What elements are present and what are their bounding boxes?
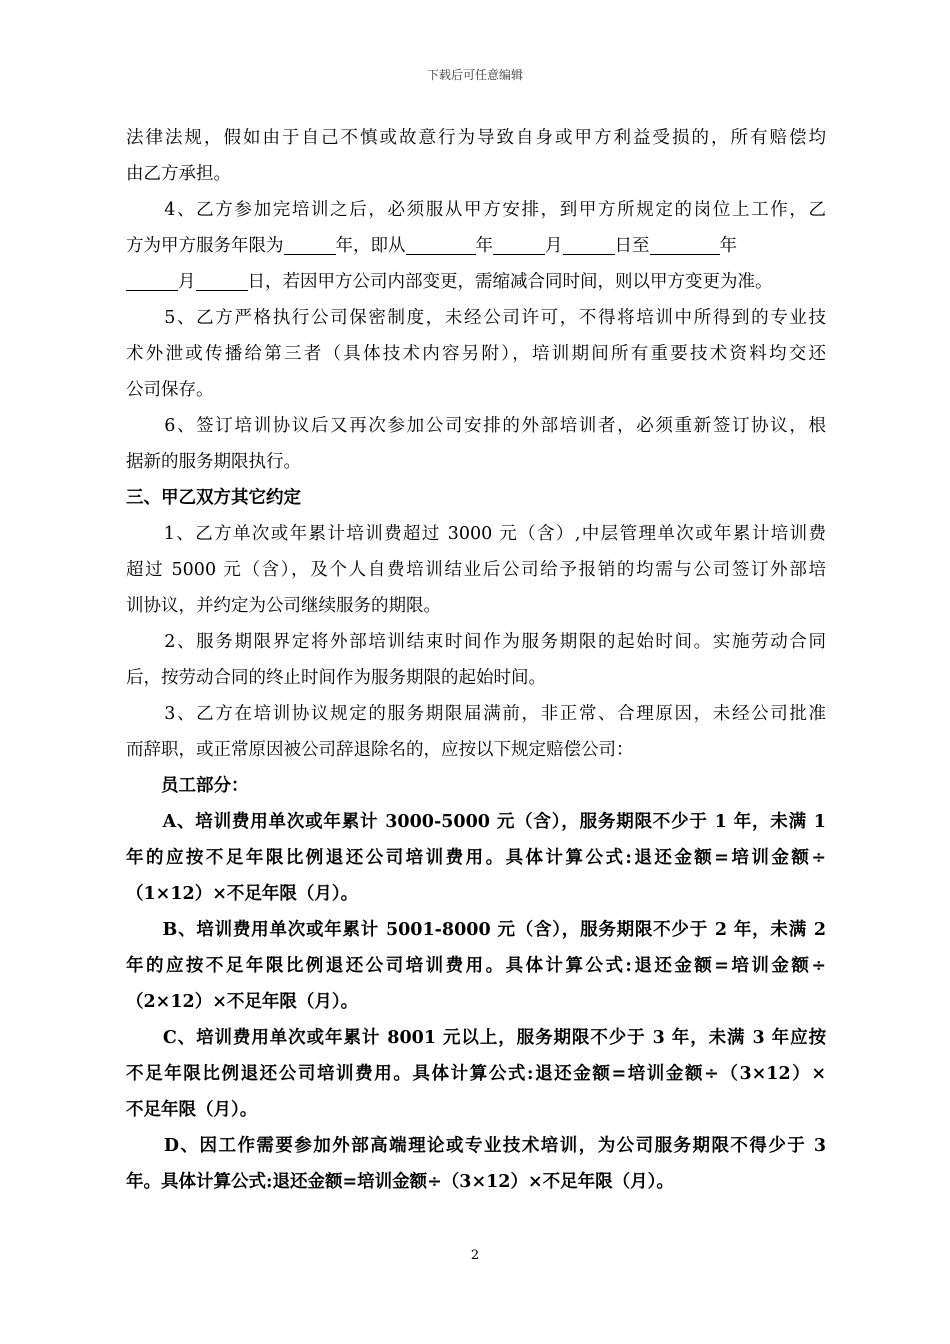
section-heading: 三、甲乙双方其它约定: [126, 488, 301, 508]
text-segment: 年: [475, 236, 493, 256]
paragraph-line: 训协议，并约定为公司继续服务的期限。: [126, 596, 441, 616]
paragraph-line: D、因工作需要参加外部高端理论或专业技术培训，为公司服务期限不得少于 3: [126, 1136, 826, 1156]
paragraph-line: 不足年限比例退还公司培训费用。具体计算公式:退还金额=培训金额÷（3×12）×: [126, 1064, 826, 1084]
paragraph-line: 公司保存。: [126, 380, 214, 400]
text-segment: 年，即从: [335, 236, 406, 256]
paragraph-line: 法律法规，假如由于自己不慎或故意行为导致自身或甲方利益受损的，所有赔偿均: [126, 128, 826, 148]
paragraph-line: 据新的服务期限执行。: [126, 452, 301, 472]
paragraph-line: 不足年限（月）。: [126, 1100, 258, 1120]
paragraph-line: 后，按劳动合同的终止时间作为服务期限的起始时间。: [126, 668, 546, 688]
paragraph-line: 4、乙方参加完培训之后，必须服从甲方安排，到甲方所规定的岗位上工作，乙: [126, 200, 826, 220]
fill-blank-end-year[interactable]: [650, 232, 720, 255]
text-segment: 月: [178, 272, 196, 292]
fill-blank-end-day[interactable]: [196, 268, 248, 291]
text-segment: 日至: [614, 236, 650, 256]
subsection-heading: 员工部分：: [126, 776, 249, 796]
text-segment: 月: [545, 236, 563, 256]
page-number: 2: [470, 1248, 480, 1263]
paragraph-line: 2、服务期限界定将外部培训结束时间作为服务期限的起始时间。实施劳动合同: [126, 632, 826, 652]
paragraph-line: （1×12）×不足年限（月）。: [126, 884, 359, 904]
paragraph-line: 5、乙方严格执行公司保密制度，未经公司许可，不得将培训中所得到的专业技: [126, 308, 826, 328]
fill-blank-end-month[interactable]: [126, 268, 178, 291]
paragraph-line: C、培训费用单次或年累计 8001 元以上，服务期限不少于 3 年，未满 3 年应按: [126, 1028, 826, 1048]
fill-blank-start-year[interactable]: [406, 232, 476, 255]
paragraph-line: 超过 5000 元（含），及个人自费培训结业后公司给予报销的均需与公司签订外部培: [126, 560, 826, 580]
paragraph-line: 年的应按不足年限比例退还公司培训费用。具体计算公式:退还金额=培训金额÷: [126, 848, 826, 868]
paragraph-line: 6、签订培训协议后又再次参加公司安排的外部培训者，必须重新签订协议，根: [126, 416, 826, 436]
paragraph-line: B、培训费用单次或年累计 5001-8000 元（含），服务期限不少于 2 年，未满 2: [126, 920, 826, 940]
paragraph-line: 1、乙方单次或年累计培训费超过 3000 元（含）,中层管理单次或年累计培训费: [126, 524, 826, 544]
paragraph-line-with-blanks: [126, 228, 826, 264]
fill-blank-start-month[interactable]: [493, 232, 545, 255]
page-header: 下载后可任意编辑: [426, 68, 523, 82]
fill-blank-start-day[interactable]: [563, 232, 615, 255]
paragraph-line: 年。具体计算公式:退还金额=培训金额÷（3×12）×不足年限（月）。: [126, 1172, 674, 1192]
text-segment: 年: [719, 236, 737, 256]
paragraph-line-with-blanks: [126, 264, 826, 300]
paragraph-line: 3、乙方在培训协议规定的服务期限届满前，非正常、合理原因，未经公司批准: [126, 704, 826, 724]
paragraph-line: 而辞职，或正常原因被公司辞退除名的，应按以下规定赔偿公司：: [126, 740, 634, 760]
text-segment: 方为甲方服务年限为: [126, 236, 284, 256]
paragraph-line: 年的应按不足年限比例退还公司培训费用。具体计算公式:退还金额=培训金额÷: [126, 956, 826, 976]
paragraph-line: （2×12）×不足年限（月）。: [126, 992, 359, 1012]
paragraph-line: 由乙方承担。: [126, 164, 231, 184]
paragraph-line: 术外泄或传播给第三者（具体技术内容另附），培训期间所有重要技术资料均交还: [126, 344, 826, 364]
fill-blank-years[interactable]: [284, 232, 336, 255]
text-segment: 日，若因甲方公司内部变更，需缩减合同时间，则以甲方变更为准。: [247, 272, 773, 292]
paragraph-line: A、培训费用单次或年累计 3000-5000 元（含），服务期限不少于 1 年，未满 1: [126, 812, 826, 832]
